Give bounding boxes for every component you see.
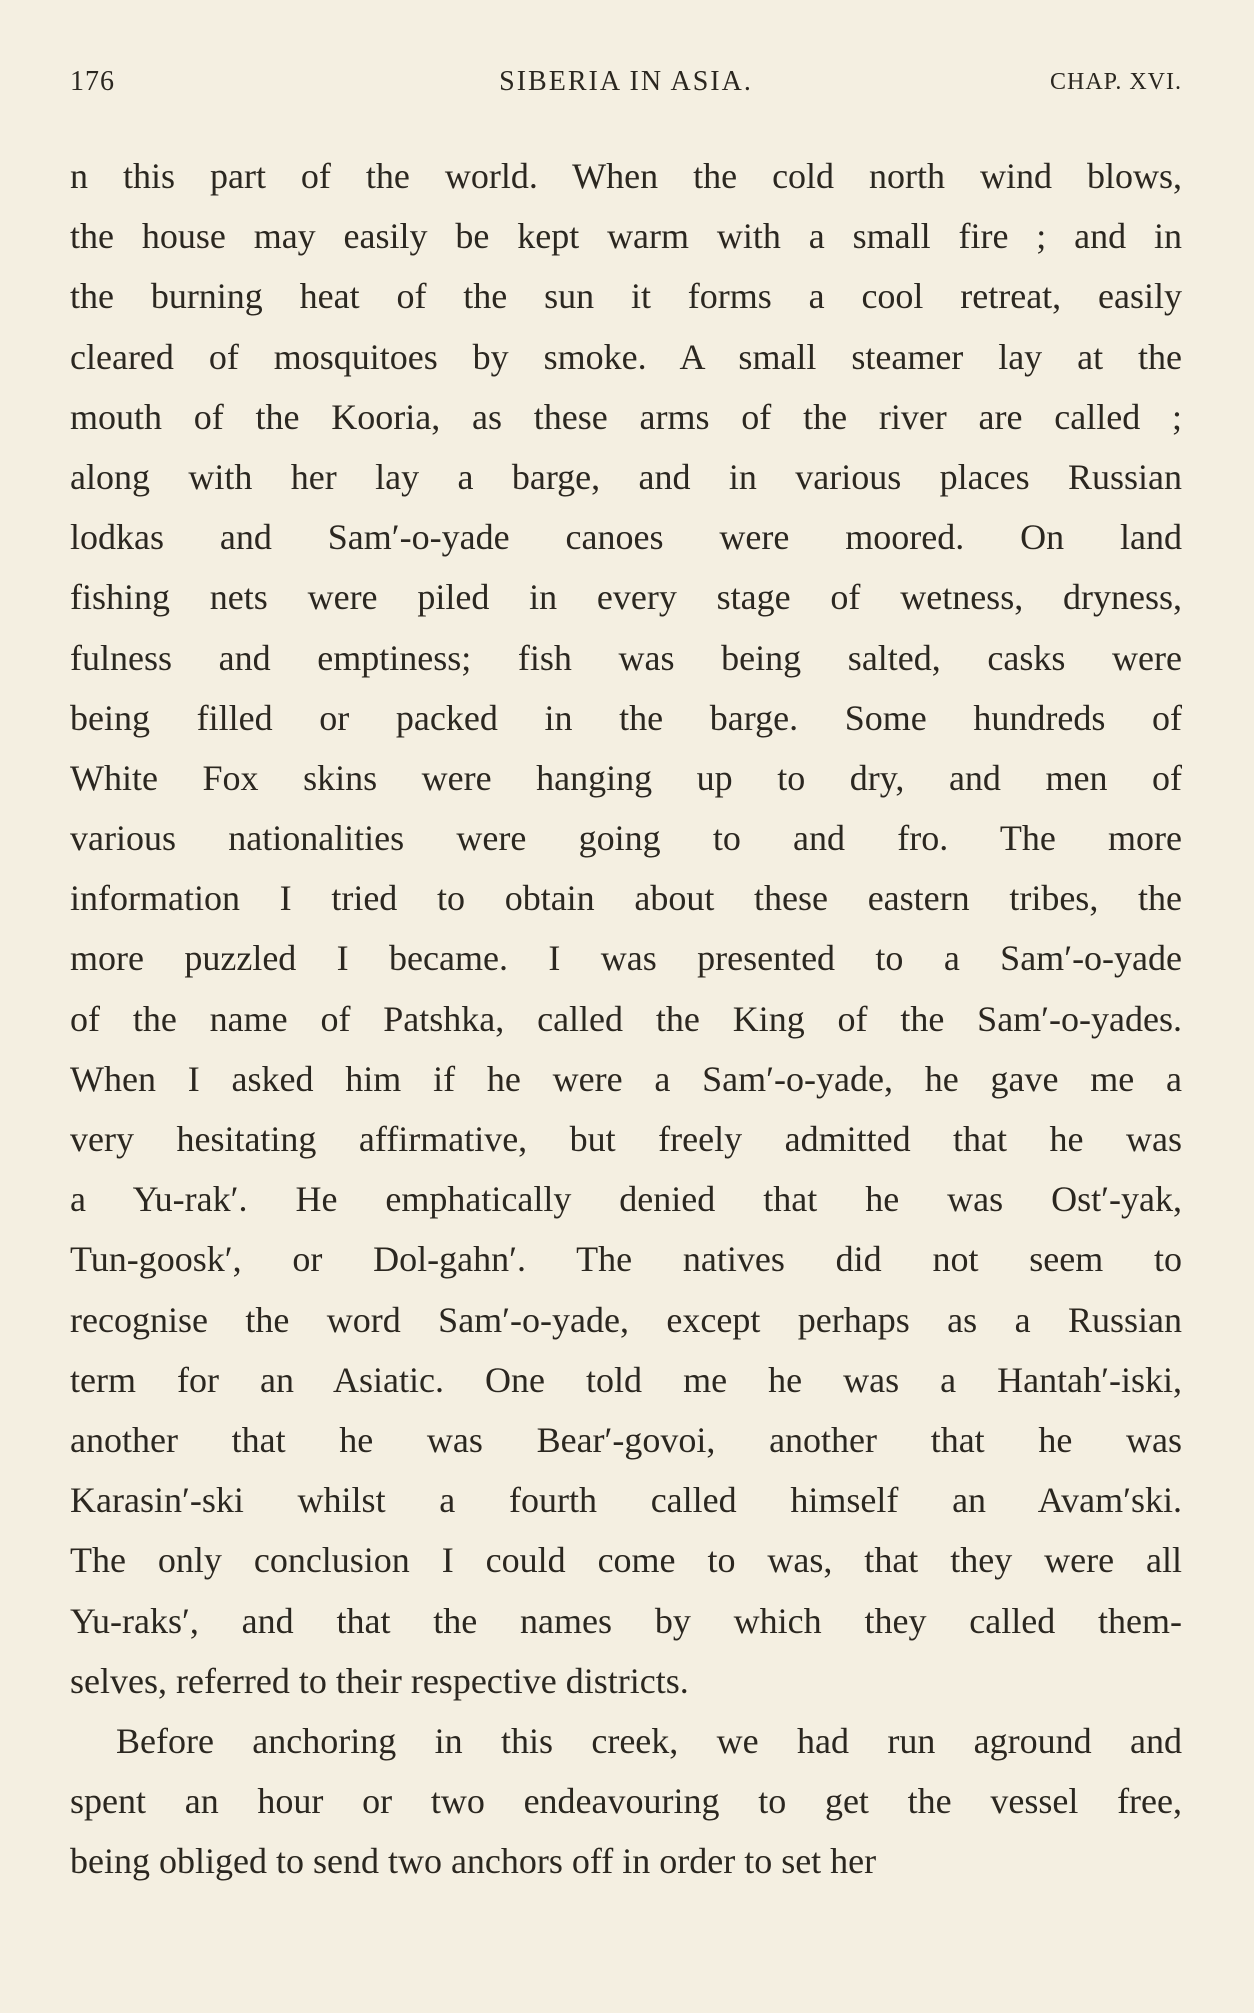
text-line: mouth of the Kooria, as these arms of the river are called ; [70, 396, 1182, 437]
paragraph [70, 146, 1182, 1711]
text-line: selves, referred to their respective districts. [70, 1660, 689, 1701]
text-line: n this part of the world. When the cold north wind blows, [70, 156, 1182, 196]
text-line: being filled or packed in the barge. Some hundreds of [70, 697, 1182, 738]
text-line: White Fox skins were hanging up to dry, and men of [70, 757, 1182, 798]
text-line: various nationalities were going to and fro. The more [70, 818, 1182, 859]
running-head [70, 66, 1182, 106]
text-line: along with her lay a barge, and in various places Russian [70, 456, 1182, 497]
text-line: Karasin′-ski whilst a fourth called himself an Avam′ski. [70, 1480, 1182, 1521]
text-line: the burning heat of the sun it forms a cool retreat, easily [70, 276, 1182, 317]
chapter-label: CHAP. XVI. [1049, 69, 1182, 95]
text-line: spent an hour or two endeavouring to get the vessel free, [70, 1781, 1182, 1822]
text-line: cleared of mosquitoes by smoke. A small steamer lay at the [70, 336, 1182, 377]
text-line: When I asked him if he were a Sam′-o-yade, he gave me a [70, 1058, 1182, 1099]
text-line: Tun-goosk′, or Dol-gahn′. The natives did not seem to [70, 1239, 1182, 1280]
text-line: being obliged to send two anchors off in order to set her [70, 1841, 877, 1882]
text-line: information I tried to obtain about these eastern tribes, the [70, 878, 1182, 919]
text-line: The only conclusion I could come to was, that they were all [70, 1540, 1182, 1581]
text-line: more puzzled I became. I was presented to a Sam′-o-yade [70, 938, 1182, 979]
text-line: the house may easily be kept warm with a small fire ; and in [70, 216, 1182, 257]
body-text [70, 146, 1182, 1891]
text-line: another that he was Bear′-govoi, another that he was [70, 1419, 1182, 1460]
text-line: very hesitating affirmative, but freely admitted that he was [70, 1119, 1182, 1159]
text-line: a Yu-rak′. He emphatically denied that he was Ost′-yak, [70, 1179, 1182, 1220]
text-line: of the name of Patshka, called the King of the Sam′-o-yades. [70, 998, 1182, 1039]
text-line: term for an Asiatic. One told me he was a Hantah′-iski, [70, 1359, 1182, 1400]
text-line: recognise the word Sam′-o-yade, except perhaps as a Russian [70, 1299, 1182, 1340]
page-number: 176 [70, 66, 115, 97]
text-line: fulness and emptiness; fish was being salted, casks were [70, 637, 1182, 678]
book-title: SIBERIA IN ASIA. [499, 66, 753, 97]
text-line: lodkas and Sam′-o-yade canoes were moored. On land [70, 517, 1182, 558]
text-line: Before anchoring in this creek, we had run aground and [116, 1720, 1182, 1761]
text-line: fishing nets were piled in every stage of wetness, dryness, [70, 577, 1182, 618]
paragraph [70, 1711, 1182, 1892]
text-line: Yu-raks′, and that the names by which they called them- [70, 1600, 1182, 1641]
